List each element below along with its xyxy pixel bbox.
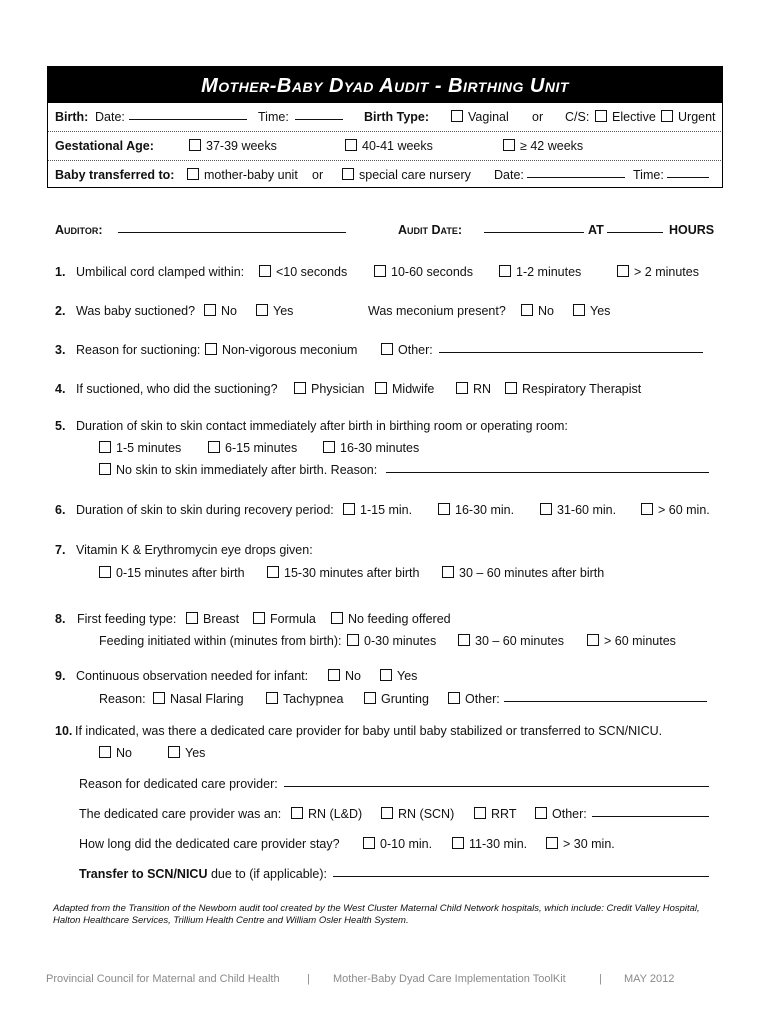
q5-option-1[interactable]: 1-5 minutes xyxy=(99,441,181,455)
mother-baby-unit-option[interactable]: mother-baby unit xyxy=(187,168,298,182)
checkbox-icon[interactable] xyxy=(438,503,450,515)
q10-transfer-label: Transfer to SCN/NICU due to (if applicable): xyxy=(79,867,328,881)
auditor-field[interactable] xyxy=(118,221,346,233)
q7-text: Vitamin K & Erythromycin eye drops given: xyxy=(76,543,313,557)
q1-number: 1. xyxy=(55,265,66,279)
auditor-label: Auditor: xyxy=(55,223,103,237)
checkbox-icon[interactable] xyxy=(342,168,354,180)
birth-date-field[interactable] xyxy=(129,108,247,120)
q10-stay-2[interactable]: 11-30 min. xyxy=(452,837,527,851)
checkbox-icon[interactable] xyxy=(267,566,279,578)
q10-stay-3[interactable]: > 30 min. xyxy=(546,837,615,851)
q2-yes[interactable]: Yes xyxy=(256,304,293,318)
checkbox-icon[interactable] xyxy=(505,382,517,394)
q5-text: Duration of skin to skin contact immediately after birth in birthing room or operating room: xyxy=(76,419,568,433)
q8-feeding-text: Feeding initiated within (minutes from birth): xyxy=(99,634,342,648)
checkbox-icon[interactable] xyxy=(291,807,303,819)
q2-meconium-yes[interactable]: Yes xyxy=(573,304,610,318)
q10-no[interactable]: No xyxy=(99,746,132,760)
q4-option-1[interactable]: Physician xyxy=(294,382,365,396)
q9-text: Continuous observation needed for infant: xyxy=(76,669,309,683)
q4-option-4[interactable]: Respiratory Therapist xyxy=(505,382,641,396)
checkbox-icon[interactable] xyxy=(375,382,387,394)
footer-toolkit: Mother-Baby Dyad Care Implementation ToolKit xyxy=(333,973,566,985)
q9-no[interactable]: No xyxy=(328,669,361,683)
birth-date-label: Date: xyxy=(95,110,125,124)
q10-reason-field[interactable] xyxy=(284,775,709,787)
q8-feeding-1[interactable]: 0-30 minutes xyxy=(347,634,436,648)
checkbox-icon[interactable] xyxy=(661,110,673,122)
q2-meconium-no[interactable]: No xyxy=(521,304,554,318)
checkbox-icon[interactable] xyxy=(153,692,165,704)
checkbox-icon[interactable] xyxy=(442,566,454,578)
checkbox-icon[interactable] xyxy=(452,837,464,849)
form-title: Mother-Baby Dyad Audit - Birthing Unit xyxy=(47,66,723,103)
checkbox-icon[interactable] xyxy=(294,382,306,394)
special-care-nursery-option[interactable]: special care nursery xyxy=(342,168,471,182)
source-note: Adapted from the Transition of the Newborn audit tool created by the West Cluster Maternal Child Network hospitals, which include: Credit Valley Hospital, Halton Healthcare Services, Trillium Health Centre and William Osler Health System. xyxy=(53,903,700,926)
transfer-time-label: Time: xyxy=(633,168,664,182)
elective-option[interactable]: Elective xyxy=(595,110,656,124)
q9-number: 9. xyxy=(55,669,66,683)
q5-option-3[interactable]: 16-30 minutes xyxy=(323,441,419,455)
checkbox-icon[interactable] xyxy=(168,746,180,758)
gest-42-option[interactable]: ≥ 42 weeks xyxy=(503,139,583,153)
footer-date: MAY 2012 xyxy=(624,973,675,985)
checkbox-icon[interactable] xyxy=(617,265,629,277)
q6-option-1[interactable]: 1-15 min. xyxy=(343,503,412,517)
q9-reason-label: Reason: xyxy=(99,692,146,706)
footer-separator: | xyxy=(307,973,310,985)
gest-37-39-option[interactable]: 37-39 weeks xyxy=(189,139,277,153)
checkbox-icon[interactable] xyxy=(347,634,359,646)
gest-40-41-option[interactable]: 40-41 weeks xyxy=(345,139,433,153)
or-text: or xyxy=(532,110,544,124)
checkbox-icon[interactable] xyxy=(546,837,558,849)
q4-option-3[interactable]: RN xyxy=(456,382,491,396)
checkbox-icon[interactable] xyxy=(503,139,515,151)
q6-option-2[interactable]: 16-30 min. xyxy=(438,503,514,517)
q7-option-3[interactable]: 30 – 60 minutes after birth xyxy=(442,566,604,580)
checkbox-icon[interactable] xyxy=(499,265,511,277)
checkbox-icon[interactable] xyxy=(204,304,216,316)
checkbox-icon[interactable] xyxy=(381,343,393,355)
q10-provider-4[interactable]: Other: xyxy=(535,807,587,821)
q9-reason-1[interactable]: Nasal Flaring xyxy=(153,692,244,706)
q1-option-3[interactable]: 1-2 minutes xyxy=(499,265,581,279)
gestational-age-label: Gestational Age: xyxy=(55,139,154,153)
checkbox-icon[interactable] xyxy=(345,139,357,151)
vaginal-option[interactable]: Vaginal xyxy=(451,110,509,124)
hours-label: HOURS xyxy=(669,223,715,237)
checkbox-icon[interactable] xyxy=(374,265,386,277)
q6-text: Duration of skin to skin during recovery period: xyxy=(76,503,334,517)
q1-text: Umbilical cord clamped within: xyxy=(76,265,245,279)
q10-stay-label: How long did the dedicated care provider stay? xyxy=(79,837,340,851)
audit-date-field[interactable] xyxy=(484,221,584,233)
checkbox-icon[interactable] xyxy=(256,304,268,316)
checkbox-icon[interactable] xyxy=(458,634,470,646)
q4-option-2[interactable]: Midwife xyxy=(375,382,434,396)
q5-reason-field[interactable] xyxy=(386,461,709,473)
checkbox-icon[interactable] xyxy=(448,692,460,704)
transfer-label: Baby transferred to: xyxy=(55,168,175,182)
urgent-option[interactable]: Urgent xyxy=(661,110,716,124)
transfer-date-field[interactable] xyxy=(527,166,625,178)
q4-number: 4. xyxy=(55,382,66,396)
q10-yes[interactable]: Yes xyxy=(168,746,205,760)
q3-option-2[interactable]: Other: xyxy=(381,343,433,357)
q10-transfer-field[interactable] xyxy=(333,865,709,877)
q9-reason-2[interactable]: Tachypnea xyxy=(266,692,343,706)
divider xyxy=(48,131,721,132)
checkbox-icon[interactable] xyxy=(99,746,111,758)
q3-text: Reason for suctioning: xyxy=(76,343,201,357)
q9-reason-3[interactable]: Grunting xyxy=(364,692,429,706)
q7-option-2[interactable]: 15-30 minutes after birth xyxy=(267,566,420,580)
q8-text: First feeding type: xyxy=(77,612,177,626)
checkbox-icon[interactable] xyxy=(641,503,653,515)
q1-option-2[interactable]: 10-60 seconds xyxy=(374,265,473,279)
q10-provider-label: The dedicated care provider was an: xyxy=(79,807,282,821)
birth-time-field[interactable] xyxy=(295,108,343,120)
q3-other-field[interactable] xyxy=(439,341,703,353)
checkbox-icon[interactable] xyxy=(189,139,201,151)
q3-number: 3. xyxy=(55,343,66,357)
q10-provider-3[interactable]: RRT xyxy=(474,807,516,821)
q4-text: If suctioned, who did the suctioning? xyxy=(76,382,278,396)
checkbox-icon[interactable] xyxy=(323,441,335,453)
q5-option-4[interactable]: No skin to skin immediately after birth. Reason: xyxy=(99,463,377,477)
checkbox-icon[interactable] xyxy=(540,503,552,515)
checkbox-icon[interactable] xyxy=(364,692,376,704)
checkbox-icon[interactable] xyxy=(456,382,468,394)
transfer-or-text: or xyxy=(312,168,324,182)
q5-option-2[interactable]: 6-15 minutes xyxy=(208,441,297,455)
checkbox-icon[interactable] xyxy=(259,265,271,277)
checkbox-icon[interactable] xyxy=(535,807,547,819)
checkbox-icon[interactable] xyxy=(573,304,585,316)
at-label: AT xyxy=(588,223,604,237)
q8-option-2[interactable]: Formula xyxy=(253,612,316,626)
q8-option-3[interactable]: No feeding offered xyxy=(331,612,451,626)
checkbox-icon[interactable] xyxy=(381,807,393,819)
cs-label: C/S: xyxy=(565,110,590,124)
q6-option-3[interactable]: 31-60 min. xyxy=(540,503,616,517)
checkbox-icon[interactable] xyxy=(595,110,607,122)
q5-number: 5. xyxy=(55,419,66,433)
divider xyxy=(48,160,721,161)
checkbox-icon[interactable] xyxy=(253,612,265,624)
checkbox-icon[interactable] xyxy=(451,110,463,122)
q10-provider-other-field[interactable] xyxy=(592,805,709,817)
q1-option-1[interactable]: <10 seconds xyxy=(259,265,347,279)
checkbox-icon[interactable] xyxy=(521,304,533,316)
q8-feeding-3[interactable]: > 60 minutes xyxy=(587,634,676,648)
footer-org: Provincial Council for Maternal and Child Health xyxy=(46,973,280,985)
q2-meconium-text: Was meconium present? xyxy=(368,304,506,318)
q9-other-field[interactable] xyxy=(504,690,707,702)
q10-reason-label: Reason for dedicated care provider: xyxy=(79,777,278,791)
q10-provider-2[interactable]: RN (SCN) xyxy=(381,807,454,821)
q8-feeding-2[interactable]: 30 – 60 minutes xyxy=(458,634,564,648)
birth-label: Birth: xyxy=(55,110,89,124)
checkbox-icon[interactable] xyxy=(363,837,375,849)
checkbox-icon[interactable] xyxy=(331,612,343,624)
checkbox-icon[interactable] xyxy=(266,692,278,704)
q10-text: If indicated, was there a dedicated care provider for baby until baby stabilized or transferred to SCN/NICU. xyxy=(75,724,663,738)
q9-yes[interactable]: Yes xyxy=(380,669,417,683)
checkbox-icon[interactable] xyxy=(205,343,217,355)
checkbox-icon[interactable] xyxy=(99,441,111,453)
q2-text: Was baby suctioned? xyxy=(76,304,196,318)
q2-number: 2. xyxy=(55,304,66,318)
checkbox-icon[interactable] xyxy=(99,463,111,475)
checkbox-icon[interactable] xyxy=(328,669,340,681)
q3-option-1[interactable]: Non-vigorous meconium xyxy=(205,343,357,357)
birth-time-label: Time: xyxy=(258,110,289,124)
checkbox-icon[interactable] xyxy=(343,503,355,515)
checkbox-icon[interactable] xyxy=(186,612,198,624)
footer-separator: | xyxy=(599,973,602,985)
checkbox-icon[interactable] xyxy=(208,441,220,453)
q8-option-1[interactable]: Breast xyxy=(186,612,239,626)
audit-date-label: Audit Date: xyxy=(398,223,463,237)
q6-number: 6. xyxy=(55,503,66,517)
transfer-time-field[interactable] xyxy=(667,166,709,178)
birth-type-label: Birth Type: xyxy=(364,110,430,124)
checkbox-icon[interactable] xyxy=(187,168,199,180)
q10-number: 10. xyxy=(55,724,73,738)
audit-hours-field[interactable] xyxy=(607,221,663,233)
q7-number: 7. xyxy=(55,543,66,557)
q8-number: 8. xyxy=(55,612,66,626)
transfer-date-label: Date: xyxy=(494,168,524,182)
q2-no[interactable]: No xyxy=(204,304,237,318)
checkbox-icon[interactable] xyxy=(474,807,486,819)
q10-provider-1[interactable]: RN (L&D) xyxy=(291,807,362,821)
checkbox-icon[interactable] xyxy=(380,669,392,681)
q6-option-4[interactable]: > 60 min. xyxy=(641,503,710,517)
q1-option-4[interactable]: > 2 minutes xyxy=(617,265,699,279)
q10-stay-1[interactable]: 0-10 min. xyxy=(363,837,432,851)
q9-reason-4[interactable]: Other: xyxy=(448,692,500,706)
checkbox-icon[interactable] xyxy=(587,634,599,646)
checkbox-icon[interactable] xyxy=(99,566,111,578)
q7-option-1[interactable]: 0-15 minutes after birth xyxy=(99,566,245,580)
